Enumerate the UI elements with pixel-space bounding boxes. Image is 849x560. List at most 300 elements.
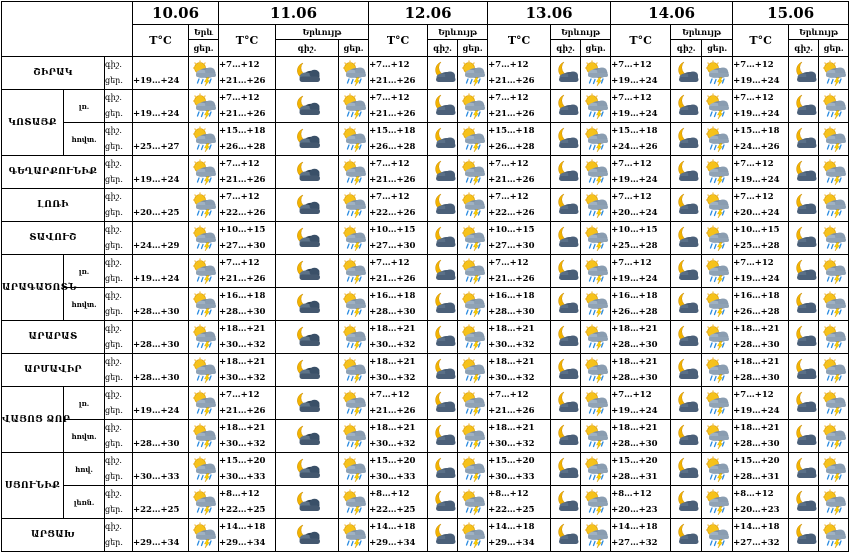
sun-cloud-storm-icon	[460, 258, 486, 284]
sun-cloud-storm-icon	[821, 390, 847, 416]
period-labels	[105, 519, 133, 552]
phenomenon-cell	[339, 420, 369, 453]
region-row	[2, 321, 849, 354]
night-subheader: գիշ.	[551, 40, 581, 57]
sun-cloud-storm-icon	[191, 60, 217, 86]
phenomenon-cell	[581, 453, 611, 486]
temperature-cell: +7…+12 +21…+26	[369, 57, 428, 90]
phenomenon-cell	[819, 354, 849, 387]
sun-cloud-storm-icon	[704, 225, 730, 251]
temperature-cell: +18…+21 +30…+32	[369, 420, 428, 453]
temperature-cell: +15…+20 +30…+33	[488, 453, 551, 486]
region-name: ՇԻՐԱԿ	[2, 57, 105, 90]
sun-cloud-storm-icon	[821, 225, 847, 251]
sun-cloud-storm-icon	[341, 291, 367, 317]
date-header: 15.06	[733, 2, 849, 25]
sun-cloud-storm-icon	[191, 159, 217, 185]
phenomenon-cell	[189, 321, 219, 354]
cloud-moon-icon	[294, 258, 320, 284]
forecast-body	[2, 57, 849, 552]
phenomenon-cell	[702, 222, 733, 255]
phenomenon-cell	[671, 420, 702, 453]
sun-cloud-storm-icon	[341, 324, 367, 350]
temperature-cell: +7…+12 +21…+26	[219, 57, 276, 90]
phenomenon-cell	[702, 420, 733, 453]
temperature-cell: +16…+18 +26…+28	[733, 288, 789, 321]
sun-cloud-storm-icon	[191, 324, 217, 350]
region-zone: լեռն.	[64, 486, 105, 519]
day-label: ցեր.	[105, 472, 123, 481]
sun-cloud-storm-icon	[583, 423, 609, 449]
phenomenon-cell	[458, 453, 488, 486]
phenomenon-cell	[458, 255, 488, 288]
moon-cloud-icon	[791, 60, 817, 86]
moon-cloud-icon	[791, 192, 817, 218]
moon-cloud-icon	[673, 225, 699, 251]
temperature-cell: +18…+21 +30…+32	[219, 354, 276, 387]
period-labels	[105, 123, 133, 156]
temperature-cell: +14…+18 +29…+34	[219, 519, 276, 552]
temperature-cell: +7…+12 +19…+24	[611, 156, 671, 189]
sun-cloud-storm-icon	[460, 489, 486, 515]
region-zone: լռ.	[64, 255, 105, 288]
sun-cloud-storm-icon	[341, 258, 367, 284]
cloud-moon-icon	[294, 357, 320, 383]
region-name: ՎԱՅՈՑ ՁՈՐ	[2, 387, 64, 453]
moon-cloud-icon	[430, 522, 456, 548]
day-label: ցեր.	[105, 505, 123, 514]
moon-cloud-icon	[430, 93, 456, 119]
phenomenon-cell	[551, 354, 581, 387]
phenomena-header: Երևույթ	[428, 25, 488, 40]
phenomenon-cell	[428, 420, 458, 453]
phenomenon-cell	[339, 57, 369, 90]
temperature-cell: +15…+18 +26…+28	[488, 123, 551, 156]
sun-cloud-storm-icon	[821, 423, 847, 449]
phenomenon-cell	[428, 321, 458, 354]
day-label: ցեր.	[105, 406, 123, 415]
temperature-cell: +19…+24	[133, 90, 189, 123]
day-label: ցեր.	[105, 307, 123, 316]
day-label: ցեր.	[105, 109, 123, 118]
temperature-cell: +15…+18 +26…+28	[219, 123, 276, 156]
day-label: ցեր.	[105, 76, 123, 85]
temperature-cell: +19…+24	[133, 57, 189, 90]
temperature-cell: +7…+12 +21…+26	[219, 90, 276, 123]
day-label: ցեր.	[105, 274, 123, 283]
temperature-cell: +7…+12 +21…+26	[488, 255, 551, 288]
temperature-cell: +8…+12 +22…+25	[488, 486, 551, 519]
moon-cloud-icon	[553, 225, 579, 251]
moon-cloud-icon	[791, 489, 817, 515]
sun-cloud-storm-icon	[704, 489, 730, 515]
phenomenon-cell	[671, 57, 702, 90]
phenomenon-cell	[819, 255, 849, 288]
night-subheader: գիշ.	[428, 40, 458, 57]
cloud-moon-icon	[294, 126, 320, 152]
moon-cloud-icon	[791, 258, 817, 284]
region-zone: հովտ.	[64, 288, 105, 321]
sun-cloud-storm-icon	[191, 258, 217, 284]
temperature-cell: +20…+25	[133, 189, 189, 222]
phenomenon-cell	[671, 90, 702, 123]
moon-cloud-icon	[673, 291, 699, 317]
sun-cloud-storm-icon	[341, 93, 367, 119]
moon-cloud-icon	[673, 456, 699, 482]
sun-cloud-storm-icon	[460, 60, 486, 86]
temperature-cell: +18…+21 +28…+30	[611, 321, 671, 354]
phenomenon-cell	[789, 222, 819, 255]
cloud-moon-icon	[294, 93, 320, 119]
phenomenon-cell	[428, 453, 458, 486]
temperature-cell: +19…+24	[133, 387, 189, 420]
moon-cloud-icon	[673, 60, 699, 86]
day-subheader: ցեր.	[339, 40, 369, 57]
phenomenon-cell	[458, 519, 488, 552]
sun-cloud-storm-icon	[341, 423, 367, 449]
sun-cloud-storm-icon	[821, 192, 847, 218]
temperature-cell: +10…+15 +27…+30	[488, 222, 551, 255]
phenomenon-cell	[276, 354, 339, 387]
sun-cloud-storm-icon	[460, 93, 486, 119]
phenomenon-cell	[189, 519, 219, 552]
temperature-cell: +18…+21 +30…+32	[488, 354, 551, 387]
phenomenon-cell	[702, 57, 733, 90]
phenomenon-cell	[428, 255, 458, 288]
sun-cloud-storm-icon	[583, 390, 609, 416]
temperature-cell: +16…+18 +26…+28	[611, 288, 671, 321]
date-header: 11.06	[219, 2, 369, 25]
phenomenon-cell	[458, 321, 488, 354]
sun-cloud-storm-icon	[460, 291, 486, 317]
temperature-cell: +15…+18 +26…+28	[369, 123, 428, 156]
phenomenon-cell	[819, 519, 849, 552]
sun-cloud-storm-icon	[704, 291, 730, 317]
phenomenon-cell	[581, 57, 611, 90]
phenomena-header: Երևույթ	[671, 25, 733, 40]
phenomenon-cell	[819, 156, 849, 189]
moon-cloud-icon	[430, 357, 456, 383]
moon-cloud-icon	[430, 423, 456, 449]
sun-cloud-storm-icon	[191, 423, 217, 449]
day-subheader: ցեր.	[819, 40, 849, 57]
period-labels	[105, 57, 133, 90]
sun-cloud-storm-icon	[583, 324, 609, 350]
phenomenon-cell	[702, 486, 733, 519]
phenomenon-cell	[339, 354, 369, 387]
sun-cloud-storm-icon	[460, 192, 486, 218]
temperature-cell: +18…+21 +30…+32	[219, 321, 276, 354]
temperature-cell: +7…+12 +21…+26	[369, 387, 428, 420]
temperature-cell: +18…+21 +30…+32	[369, 321, 428, 354]
temperature-cell: +8…+12 +20…+23	[733, 486, 789, 519]
moon-cloud-icon	[673, 423, 699, 449]
temp-header: T°C	[133, 25, 189, 57]
moon-cloud-icon	[673, 522, 699, 548]
night-label: գիշ.	[105, 456, 122, 465]
sun-cloud-storm-icon	[583, 357, 609, 383]
phenomenon-cell	[551, 288, 581, 321]
phenomenon-cell	[339, 519, 369, 552]
sun-cloud-storm-icon	[191, 126, 217, 152]
temperature-cell: +18…+21 +30…+32	[219, 420, 276, 453]
phenomenon-cell	[671, 486, 702, 519]
phenomenon-cell	[819, 57, 849, 90]
phenomenon-cell	[339, 156, 369, 189]
phenomenon-cell	[581, 387, 611, 420]
temperature-cell: +18…+21 +30…+32	[488, 321, 551, 354]
sun-cloud-storm-icon	[341, 390, 367, 416]
region-zone: լռ.	[64, 387, 105, 420]
region-name: ՍՅՈՒՆԻՔ	[2, 453, 64, 519]
phenomenon-cell	[671, 189, 702, 222]
phenomenon-cell	[428, 387, 458, 420]
phenomenon-cell	[671, 321, 702, 354]
sun-cloud-storm-icon	[341, 60, 367, 86]
phenomenon-cell	[189, 90, 219, 123]
phenomenon-cell	[189, 57, 219, 90]
phenomenon-cell	[276, 255, 339, 288]
phenomenon-cell	[458, 222, 488, 255]
sun-cloud-storm-icon	[704, 159, 730, 185]
sun-cloud-storm-icon	[704, 258, 730, 284]
phenomenon-cell	[458, 57, 488, 90]
cloud-moon-icon	[294, 423, 320, 449]
sun-cloud-storm-icon	[583, 60, 609, 86]
sun-cloud-storm-icon	[704, 126, 730, 152]
temperature-cell: +7…+12 +21…+26	[369, 255, 428, 288]
moon-cloud-icon	[673, 489, 699, 515]
temperature-cell: +7…+12 +22…+26	[369, 189, 428, 222]
temperature-cell: +7…+12 +19…+24	[733, 156, 789, 189]
temperature-cell: +7…+12 +19…+24	[733, 57, 789, 90]
phenomenon-cell	[189, 288, 219, 321]
phenomenon-cell	[581, 222, 611, 255]
phenomenon-cell	[339, 123, 369, 156]
region-name: ԳԵՂԱՐՔՈՒՆԻՔ	[2, 156, 105, 189]
night-subheader: գիշ.	[276, 40, 339, 57]
phenomenon-cell	[551, 90, 581, 123]
night-label: գիշ.	[105, 324, 122, 333]
sun-cloud-storm-icon	[821, 522, 847, 548]
phenomenon-cell	[789, 486, 819, 519]
phenomenon-cell	[551, 189, 581, 222]
cloud-moon-icon	[294, 225, 320, 251]
sun-cloud-storm-icon	[704, 93, 730, 119]
region-row	[2, 222, 849, 255]
moon-cloud-icon	[553, 522, 579, 548]
sun-cloud-storm-icon	[821, 93, 847, 119]
period-labels	[105, 453, 133, 486]
temp-header: T°C	[488, 25, 551, 57]
moon-cloud-icon	[673, 159, 699, 185]
phenomenon-cell	[428, 123, 458, 156]
moon-cloud-icon	[673, 390, 699, 416]
temperature-cell: +18…+21 +30…+32	[488, 420, 551, 453]
temperature-cell: +7…+12 +21…+26	[219, 387, 276, 420]
sun-cloud-storm-icon	[704, 192, 730, 218]
sun-cloud-storm-icon	[704, 324, 730, 350]
phenomenon-cell	[189, 189, 219, 222]
moon-cloud-icon	[553, 291, 579, 317]
date-header: 12.06	[369, 2, 488, 25]
temperature-cell: +28…+30	[133, 321, 189, 354]
phenomenon-cell	[458, 156, 488, 189]
corner-cell	[2, 2, 133, 57]
region-zone: հովտ.	[64, 123, 105, 156]
cloud-moon-icon	[294, 60, 320, 86]
phenomenon-cell	[789, 288, 819, 321]
period-labels	[105, 321, 133, 354]
temperature-cell: +7…+12 +19…+24	[733, 387, 789, 420]
phenomenon-cell	[276, 222, 339, 255]
temperature-cell: +8…+12 +22…+25	[369, 486, 428, 519]
phenomenon-cell	[789, 354, 819, 387]
day-label: ցեր.	[105, 142, 123, 151]
sun-cloud-storm-icon	[460, 423, 486, 449]
moon-cloud-icon	[553, 423, 579, 449]
phenomenon-cell	[702, 156, 733, 189]
phenomenon-cell	[671, 123, 702, 156]
temperature-cell: +7…+12 +21…+26	[488, 57, 551, 90]
phenomenon-cell	[189, 255, 219, 288]
phenomenon-cell	[581, 420, 611, 453]
night-label: գիշ.	[105, 489, 122, 498]
sun-cloud-storm-icon	[583, 489, 609, 515]
temperature-cell: +7…+12 +22…+26	[219, 189, 276, 222]
phenomenon-cell	[428, 156, 458, 189]
phenomenon-cell	[789, 123, 819, 156]
moon-cloud-icon	[791, 522, 817, 548]
sun-cloud-storm-icon	[191, 390, 217, 416]
region-row	[2, 189, 849, 222]
temperature-cell: +18…+21 +28…+30	[733, 420, 789, 453]
day-label: ցեր.	[105, 439, 123, 448]
night-subheader: գիշ.	[671, 40, 702, 57]
sun-cloud-storm-icon	[191, 522, 217, 548]
sun-cloud-storm-icon	[341, 126, 367, 152]
sun-cloud-storm-icon	[191, 192, 217, 218]
temperature-cell: +16…+18 +28…+30	[488, 288, 551, 321]
period-labels	[105, 222, 133, 255]
region-row	[2, 486, 849, 519]
cloud-moon-icon	[294, 324, 320, 350]
moon-cloud-icon	[430, 291, 456, 317]
day-subheader: ցեր.	[458, 40, 488, 57]
temperature-cell: +22…+25	[133, 486, 189, 519]
phenomenon-cell	[458, 189, 488, 222]
moon-cloud-icon	[553, 126, 579, 152]
day-label: ցեր.	[105, 208, 123, 217]
temperature-cell: +10…+15 +25…+28	[611, 222, 671, 255]
temperature-cell: +15…+20 +30…+33	[369, 453, 428, 486]
night-label: գիշ.	[105, 225, 122, 234]
sun-cloud-storm-icon	[191, 225, 217, 251]
cloud-moon-icon	[294, 456, 320, 482]
temperature-cell: +7…+12 +21…+26	[219, 255, 276, 288]
phenomenon-cell	[581, 321, 611, 354]
phenomenon-cell	[458, 486, 488, 519]
moon-cloud-icon	[791, 225, 817, 251]
sun-cloud-storm-icon	[460, 456, 486, 482]
phenomenon-cell	[339, 222, 369, 255]
phenomenon-cell	[276, 189, 339, 222]
sun-cloud-storm-icon	[191, 489, 217, 515]
temperature-cell: +7…+12 +19…+24	[611, 255, 671, 288]
phenomenon-cell	[551, 156, 581, 189]
sun-cloud-storm-icon	[821, 291, 847, 317]
temperature-cell: +8…+12 +22…+25	[219, 486, 276, 519]
moon-cloud-icon	[430, 258, 456, 284]
phenomena-header: Երևույթ	[276, 25, 369, 40]
temperature-cell: +29…+34	[133, 519, 189, 552]
phenomenon-cell	[702, 519, 733, 552]
phenomenon-cell	[819, 90, 849, 123]
phenomenon-cell	[581, 486, 611, 519]
region-row	[2, 453, 849, 486]
phenomenon-cell	[189, 354, 219, 387]
phenomenon-cell	[702, 321, 733, 354]
phenomenon-cell	[189, 387, 219, 420]
moon-cloud-icon	[673, 192, 699, 218]
period-labels	[105, 255, 133, 288]
moon-cloud-icon	[791, 93, 817, 119]
phenomenon-cell	[581, 519, 611, 552]
temperature-cell: +7…+12 +19…+24	[611, 387, 671, 420]
phenomenon-cell	[458, 123, 488, 156]
day-label: ցեր.	[105, 538, 123, 547]
phenomenon-cell	[702, 387, 733, 420]
sun-cloud-storm-icon	[460, 324, 486, 350]
forecast-table	[1, 1, 849, 552]
night-label: գիշ.	[105, 423, 122, 432]
date-header: 10.06	[133, 2, 219, 25]
phenomenon-cell	[819, 486, 849, 519]
night-label: գիշ.	[105, 522, 122, 531]
temperature-cell: +7…+12 +21…+26	[488, 387, 551, 420]
date-header: 13.06	[488, 2, 611, 25]
phenomenon-cell	[276, 519, 339, 552]
day-subheader: ցեր.	[189, 40, 219, 57]
phenomenon-cell	[339, 321, 369, 354]
phenomenon-cell	[581, 354, 611, 387]
phenomenon-cell	[702, 288, 733, 321]
phenomenon-cell	[428, 57, 458, 90]
sun-cloud-storm-icon	[583, 291, 609, 317]
moon-cloud-icon	[430, 159, 456, 185]
region-row	[2, 57, 849, 90]
phenomenon-cell	[276, 57, 339, 90]
moon-cloud-icon	[673, 258, 699, 284]
phenomenon-cell	[428, 486, 458, 519]
temp-header: T°C	[219, 25, 276, 57]
phenomenon-cell	[581, 189, 611, 222]
phenomenon-cell	[551, 321, 581, 354]
temperature-cell: +7…+12 +21…+26	[219, 156, 276, 189]
phenomenon-cell	[819, 222, 849, 255]
phenomenon-cell	[428, 90, 458, 123]
cloud-moon-icon	[294, 192, 320, 218]
phenomenon-cell	[428, 222, 458, 255]
region-name: ԱՐՄԱՎԻՐ	[2, 354, 105, 387]
sun-cloud-storm-icon	[583, 93, 609, 119]
moon-cloud-icon	[791, 423, 817, 449]
moon-cloud-icon	[791, 324, 817, 350]
sun-cloud-storm-icon	[821, 357, 847, 383]
moon-cloud-icon	[673, 324, 699, 350]
phenomenon-cell	[551, 255, 581, 288]
phenomenon-cell	[671, 156, 702, 189]
